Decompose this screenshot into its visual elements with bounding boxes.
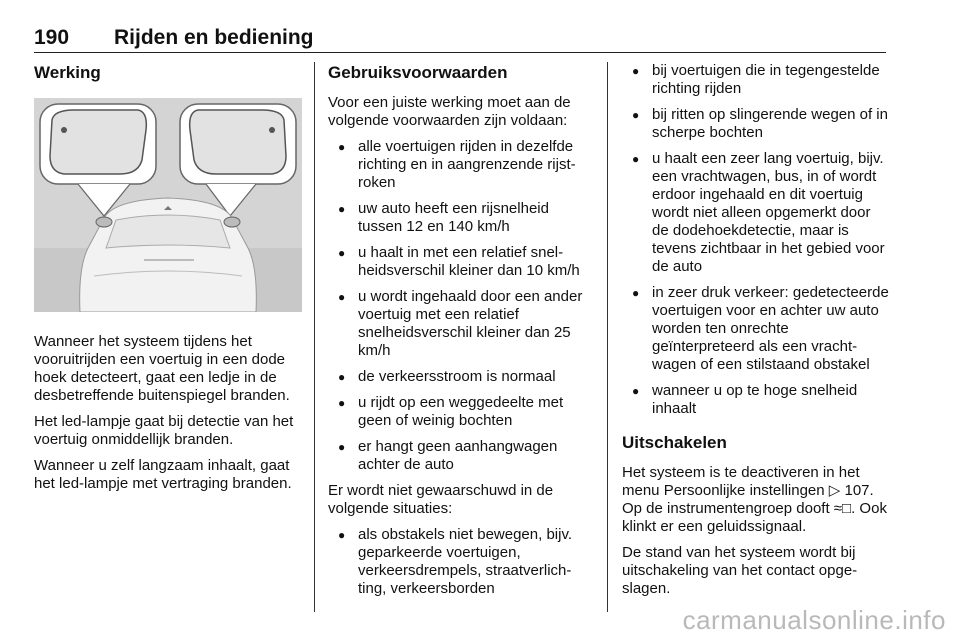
list-item: ● bij ritten op slingerende wegen of in scherpe bochten	[622, 106, 890, 142]
no-warning-list	[328, 526, 586, 598]
list-item: ● alle voertuigen rijden in dezelfde richting en in aangrenzende rijstroken	[328, 138, 586, 192]
paragraph: De stand van het systeem wordt bij uitschakeling van het contact opgeslagen.	[622, 544, 858, 597]
list-item: ● u haalt in met een relatief snelheidsverschil kleiner dan 10 km/h	[328, 244, 586, 280]
paragraph: Het led-lampje gaat bij detectie van het voertuig onmiddellijk branden.	[34, 413, 294, 448]
list-item: ● er hangt geen aanhangwagen achter de auto	[328, 438, 586, 474]
section-heading-werking: Werking	[34, 63, 101, 82]
list-item: ● bij voertuigen die in tegengestelde richting rijden	[622, 62, 890, 98]
list-item: ● u rijdt op een weggedeelte met geen of weinig bochten	[328, 394, 586, 430]
paragraph: Er wordt niet gewaarschuwd in de volgende situaties:	[328, 482, 554, 517]
no-warning-list-continued	[622, 62, 890, 418]
list-item: ● in zeer druk verkeer: gedetecteerde voertuigen voor en achter uw auto worden ten onrechte geïnterpreteerd als een vrachtwagen of een stilstaand obstakel	[622, 284, 890, 374]
page-title: Rijden en bediening	[114, 26, 314, 49]
section-heading-uitschakelen: Uitschakelen	[622, 433, 727, 452]
list-item: ● uw auto heeft een rijsnelheid tussen 12 en 140 km/h	[328, 200, 586, 236]
list-item: ● als obstakels niet bewegen, bijv. geparkeerde voertuigen, verkeersdrempels, straatverlichting, verkeersborden	[328, 526, 586, 598]
list-item: ● wanneer u op te hoge snelheid inhaalt	[622, 382, 890, 418]
list-item: ● de verkeersstroom is normaal	[328, 368, 586, 386]
column-3	[622, 62, 890, 606]
page-header	[34, 26, 886, 53]
watermark: carmanualsonline.info	[682, 605, 946, 635]
paragraph: Wanneer u zelf langzaam inhaalt, gaat het led-lampje met vertraging branden.	[34, 457, 292, 492]
list-item: ● u haalt een zeer lang voertuig, bijv. een vrachtwagen, bus, in of wordt erdoor ingehaald en dit voertuig wordt niet alleen opgemerkt door de dodehoekdetectie, maar is tevens zichtbaar in het gebied voor de auto	[622, 150, 890, 276]
page-number: 190	[34, 26, 70, 49]
column-divider	[607, 62, 608, 612]
blind-spot-mirror-illustration	[34, 98, 302, 312]
paragraph: Voor een juiste werking moet aan de volgende voorwaarden zijn voldaan:	[328, 94, 571, 129]
list-item: ● u wordt ingehaald door een ander voertuig met een relatief snelheidsverschil kleiner dan 25 km/h	[328, 288, 586, 360]
paragraph: Wanneer het systeem tijdens het vooruitrijden een voertuig in een dode hoek detecteert, gaat een ledje in de desbetreffende buitenspiegel branden.	[34, 333, 290, 404]
column-2	[328, 62, 586, 606]
section-heading-gebruiksvoorwaarden: Gebruiksvoorwaarden	[328, 63, 508, 82]
column-1	[34, 62, 302, 501]
conditions-list	[328, 138, 586, 474]
column-divider	[314, 62, 315, 612]
paragraph: Het systeem is te deactiveren in het menu Persoonlijke instellingen ▷ 107. Op de instrumentengroep dooft ≈□. Ook klinkt er een geluidssignaal.	[622, 464, 887, 535]
